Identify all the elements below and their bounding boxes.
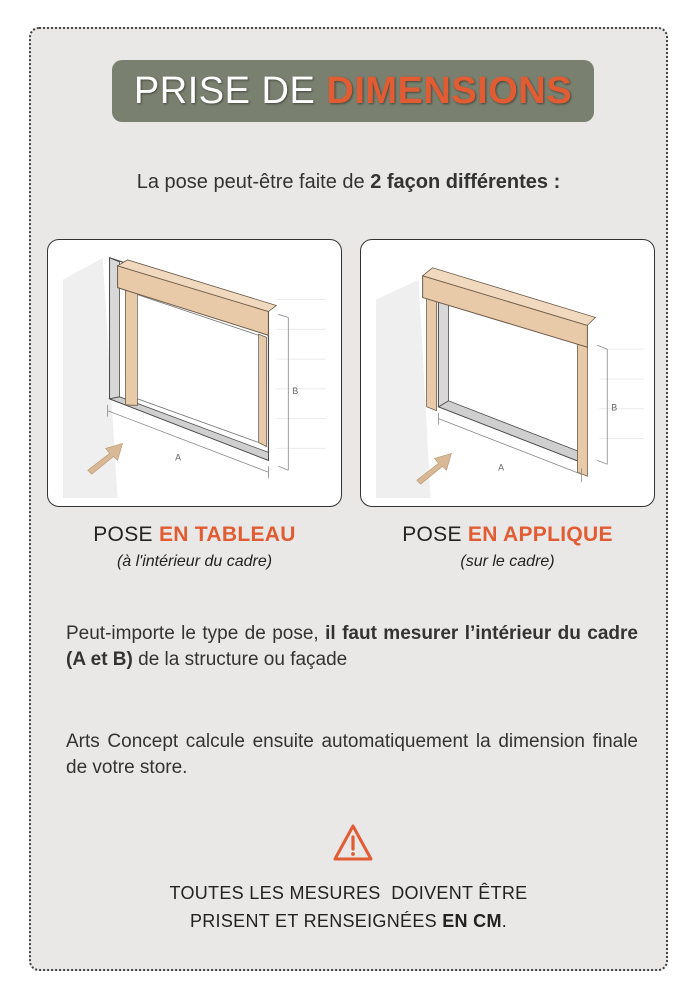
illustration-pose-tableau [47, 239, 342, 507]
warning-message [31, 879, 666, 935]
caption-label: POSE [402, 523, 468, 546]
warning-triangle-icon [332, 823, 374, 863]
caption-title [47, 523, 342, 547]
paragraph1-bold: il faut mesurer l’intérieur du cadre (A et B) [66, 623, 638, 670]
warning-line2 [31, 907, 666, 935]
paragraph1-part1: Peut-importe le type de pose, [66, 623, 326, 644]
warning-line2-bold: EN CM [442, 911, 502, 931]
info-card [29, 27, 668, 971]
caption-label: POSE [93, 523, 159, 546]
caption-accent: EN TABLEAU [158, 523, 296, 546]
caption-title [360, 523, 655, 547]
caption-subtitle: (à l'intérieur du cadre) [116, 553, 273, 570]
dim-b-label: B [611, 402, 618, 413]
caption-accent: EN APPLIQUE [467, 523, 613, 546]
intro-text-bold: 2 façon différentes : [370, 171, 561, 193]
caption-subtitle: (sur le cadre) [460, 553, 555, 570]
window-applique-illustration [361, 240, 654, 506]
intro-text-plain: La pose peut-être faite de [136, 171, 371, 193]
dim-b-label: B [292, 385, 299, 396]
title-banner [112, 60, 594, 122]
window-tableau-illustration [48, 240, 341, 506]
dim-a-label: A [175, 452, 182, 463]
intro-text [31, 171, 666, 194]
caption-pose-applique [360, 523, 655, 571]
title-part1: PRISE DE [133, 69, 327, 112]
illustration-pose-applique [360, 239, 655, 507]
caption-pose-tableau [47, 523, 342, 571]
paragraph-auto-calculation: Arts Concept calcule ensuite automatiquement la dimension finale de votre store. [66, 731, 638, 778]
paragraph1-part2: de la structure ou façade [132, 649, 348, 670]
dim-a-label: A [498, 462, 505, 473]
warning-line2-part2: . [501, 911, 508, 931]
title-accent: DIMENSIONS [326, 69, 573, 112]
paragraph-measure-inside [66, 621, 638, 673]
warning-line1: TOUTES LES MESURES DOIVENT ÊTRE [169, 883, 528, 903]
warning-line2-part1: PRISENT ET RENSEIGNÉES [189, 911, 443, 931]
